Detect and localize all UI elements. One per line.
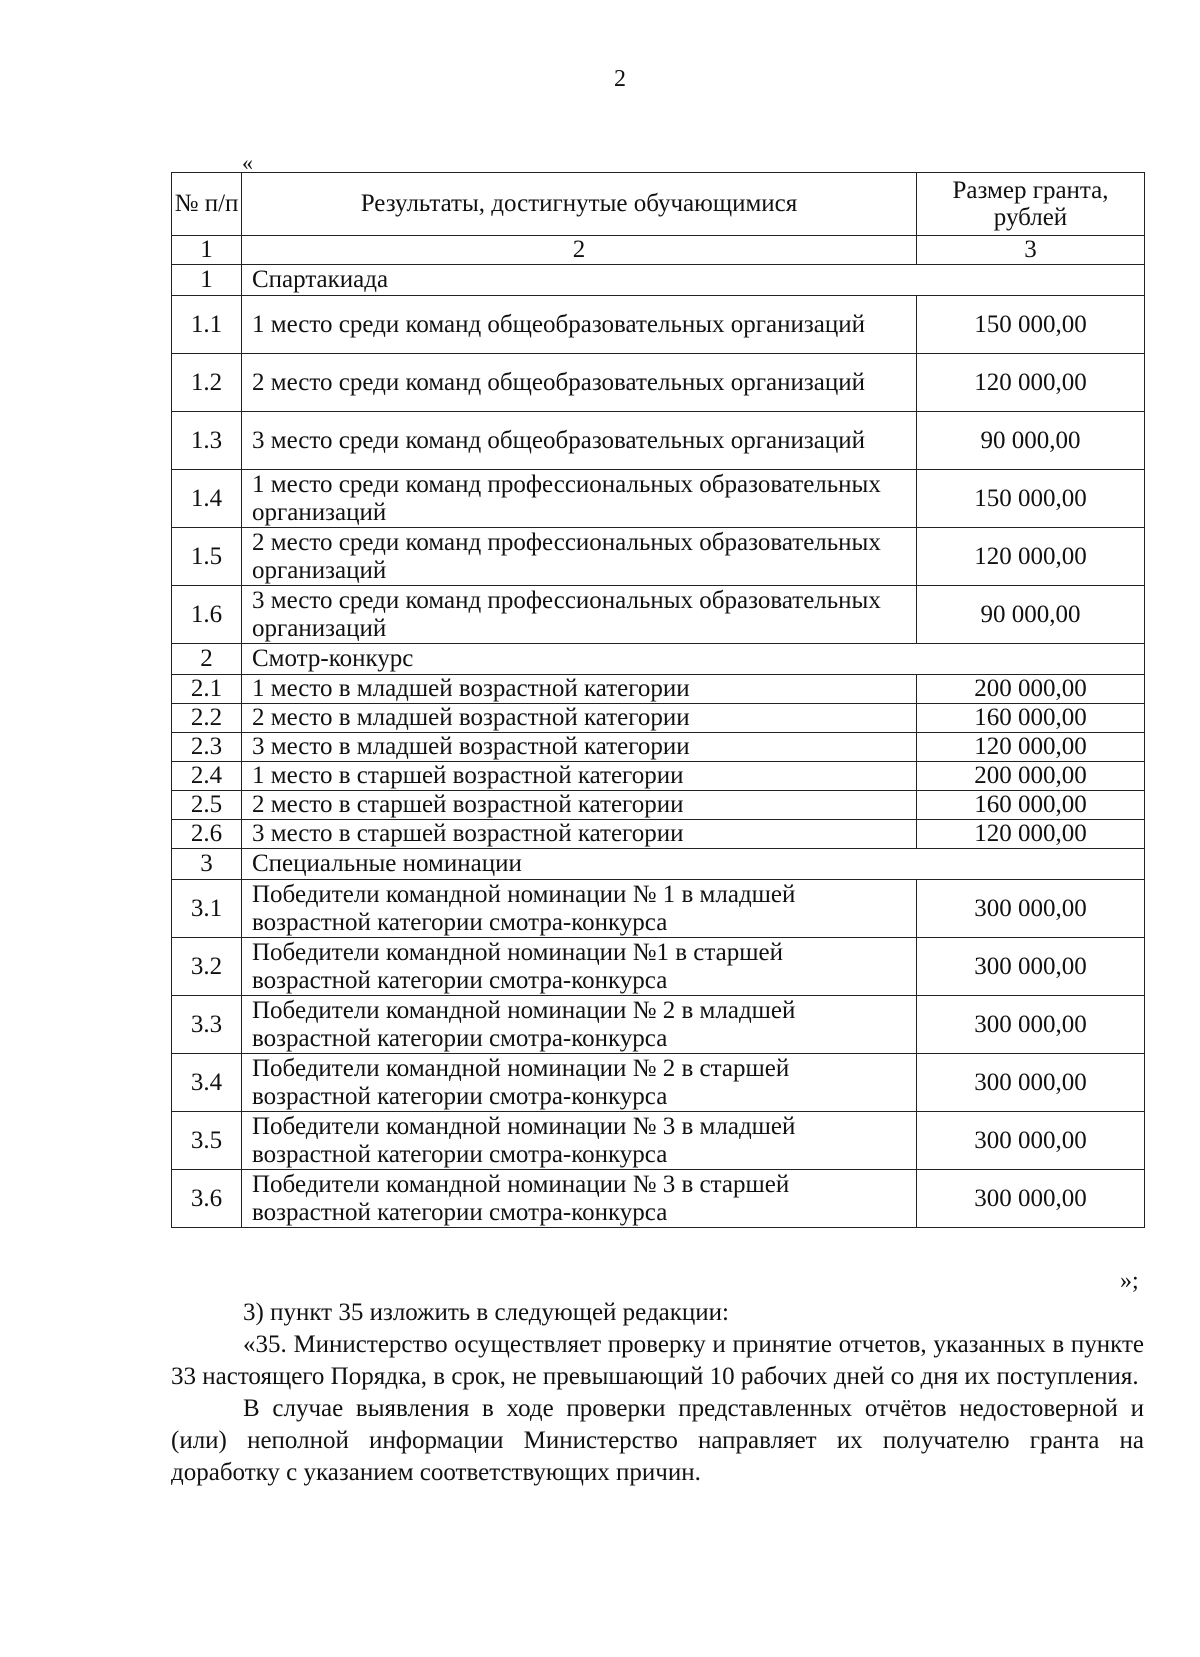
section-row (172, 849, 1145, 880)
row-amount: 160 000,00 (917, 704, 1145, 733)
row-amount: 300 000,00 (917, 1054, 1145, 1112)
row-result: Победители командной номинации № 2 в старшей возрастной категории смотра-конкурса (242, 1054, 917, 1112)
section-number: 2 (172, 644, 242, 675)
row-number: 2.5 (172, 791, 242, 820)
row-result: 1 место среди команд общеобразовательных организаций (242, 296, 917, 354)
table-row (172, 675, 1145, 704)
row-number: 1.3 (172, 412, 242, 470)
row-result: 2 место в старшей возрастной категории (242, 791, 917, 820)
table-row (172, 880, 1145, 938)
table-row (172, 762, 1145, 791)
row-result: 1 место среди команд профессиональных образовательных организаций (242, 470, 917, 528)
column-number-row (172, 236, 1145, 265)
row-number: 2.3 (172, 733, 242, 762)
table-row (172, 1054, 1145, 1112)
table-row (172, 1170, 1145, 1228)
row-amount: 160 000,00 (917, 791, 1145, 820)
row-number: 3.1 (172, 880, 242, 938)
table-row (172, 704, 1145, 733)
table-body (172, 265, 1145, 1228)
header-number: № п/п (172, 173, 242, 236)
column-number: 3 (917, 236, 1145, 265)
row-amount: 150 000,00 (917, 296, 1145, 354)
table-row (172, 412, 1145, 470)
row-amount: 120 000,00 (917, 733, 1145, 762)
table-row (172, 1112, 1145, 1170)
row-result: 2 место в младшей возрастной категории (242, 704, 917, 733)
table-row (172, 470, 1145, 528)
column-number: 1 (172, 236, 242, 265)
section-title: Смотр-конкурс (242, 644, 1145, 675)
section-number: 1 (172, 265, 242, 296)
table-row (172, 354, 1145, 412)
row-result: 1 место в старшей возрастной категории (242, 762, 917, 791)
row-amount: 200 000,00 (917, 762, 1145, 791)
section-title: Специальные номинации (242, 849, 1145, 880)
row-result: 3 место среди команд профессиональных образовательных организаций (242, 586, 917, 644)
table-open-quote: « (242, 150, 253, 175)
row-result: 1 место в младшей возрастной категории (242, 675, 917, 704)
table-header-row (172, 173, 1145, 236)
row-amount: 300 000,00 (917, 880, 1145, 938)
table-row (172, 820, 1145, 849)
page-number: 2 (614, 66, 626, 92)
row-amount: 120 000,00 (917, 820, 1145, 849)
row-amount: 300 000,00 (917, 1112, 1145, 1170)
table-row (172, 791, 1145, 820)
table-row (172, 996, 1145, 1054)
row-result: Победители командной номинации № 2 в младшей возрастной категории смотра-конкурса (242, 996, 917, 1054)
row-number: 1.1 (172, 296, 242, 354)
row-amount: 300 000,00 (917, 938, 1145, 996)
column-number: 2 (242, 236, 917, 265)
row-number: 2.4 (172, 762, 242, 791)
row-number: 3.5 (172, 1112, 242, 1170)
row-result: 3 место среди команд общеобразовательных организаций (242, 412, 917, 470)
table-row (172, 296, 1145, 354)
header-amount: Размер гранта, рублей (917, 173, 1145, 236)
row-result: Победители командной номинации № 1 в младшей возрастной категории смотра-конкурса (242, 880, 917, 938)
table-close-quote: »; (1120, 1268, 1139, 1294)
row-result: 2 место среди команд общеобразовательных организаций (242, 354, 917, 412)
section-row (172, 265, 1145, 296)
row-amount: 120 000,00 (917, 528, 1145, 586)
row-number: 1.6 (172, 586, 242, 644)
grants-table (171, 172, 1145, 1228)
paragraph-review-case: В случае выявления в ходе проверки представленных отчётов недостоверной и (или) неполной информации Министерство направляет их получателю гранта на доработку с указанием соответствующих причин. (171, 1395, 1144, 1486)
row-number: 3.6 (172, 1170, 242, 1228)
row-result: Победители командной номинации № 3 в старшей возрастной категории смотра-конкурса (242, 1170, 917, 1228)
row-result: Победители командной номинации №1 в старшей возрастной категории смотра-конкурса (242, 938, 917, 996)
row-number: 2.6 (172, 820, 242, 849)
row-amount: 300 000,00 (917, 1170, 1145, 1228)
row-number: 1.2 (172, 354, 242, 412)
row-amount: 200 000,00 (917, 675, 1145, 704)
row-number: 2.2 (172, 704, 242, 733)
row-amount: 300 000,00 (917, 996, 1145, 1054)
header-results: Результаты, достигнутые обучающимися (242, 173, 917, 236)
section-number: 3 (172, 849, 242, 880)
row-number: 3.3 (172, 996, 242, 1054)
table-row (172, 586, 1145, 644)
row-amount: 120 000,00 (917, 354, 1145, 412)
paragraph-35: «35. Министерство осуществляет проверку и принятие отчетов, указанных в пункте 33 настоящего Порядка, в срок, не превышающий 10 рабочих дней со дня их поступления. (171, 1331, 1144, 1390)
table-row (172, 938, 1145, 996)
row-number: 3.4 (172, 1054, 242, 1112)
row-result: 2 место среди команд профессиональных образовательных организаций (242, 528, 917, 586)
section-row (172, 644, 1145, 675)
row-result: 3 место в младшей возрастной категории (242, 733, 917, 762)
row-amount: 90 000,00 (917, 586, 1145, 644)
table-row (172, 528, 1145, 586)
table-row (172, 733, 1145, 762)
section-title: Спартакиада (242, 265, 1145, 296)
row-result: Победители командной номинации № 3 в младшей возрастной категории смотра-конкурса (242, 1112, 917, 1170)
item-3-paragraph: 3) пункт 35 изложить в следующей редакции: (243, 1299, 729, 1326)
row-amount: 90 000,00 (917, 412, 1145, 470)
row-number: 3.2 (172, 938, 242, 996)
row-number: 1.5 (172, 528, 242, 586)
amendment-text (171, 1297, 1144, 1489)
row-amount: 150 000,00 (917, 470, 1145, 528)
row-number: 1.4 (172, 470, 242, 528)
row-result: 3 место в старшей возрастной категории (242, 820, 917, 849)
row-number: 2.1 (172, 675, 242, 704)
